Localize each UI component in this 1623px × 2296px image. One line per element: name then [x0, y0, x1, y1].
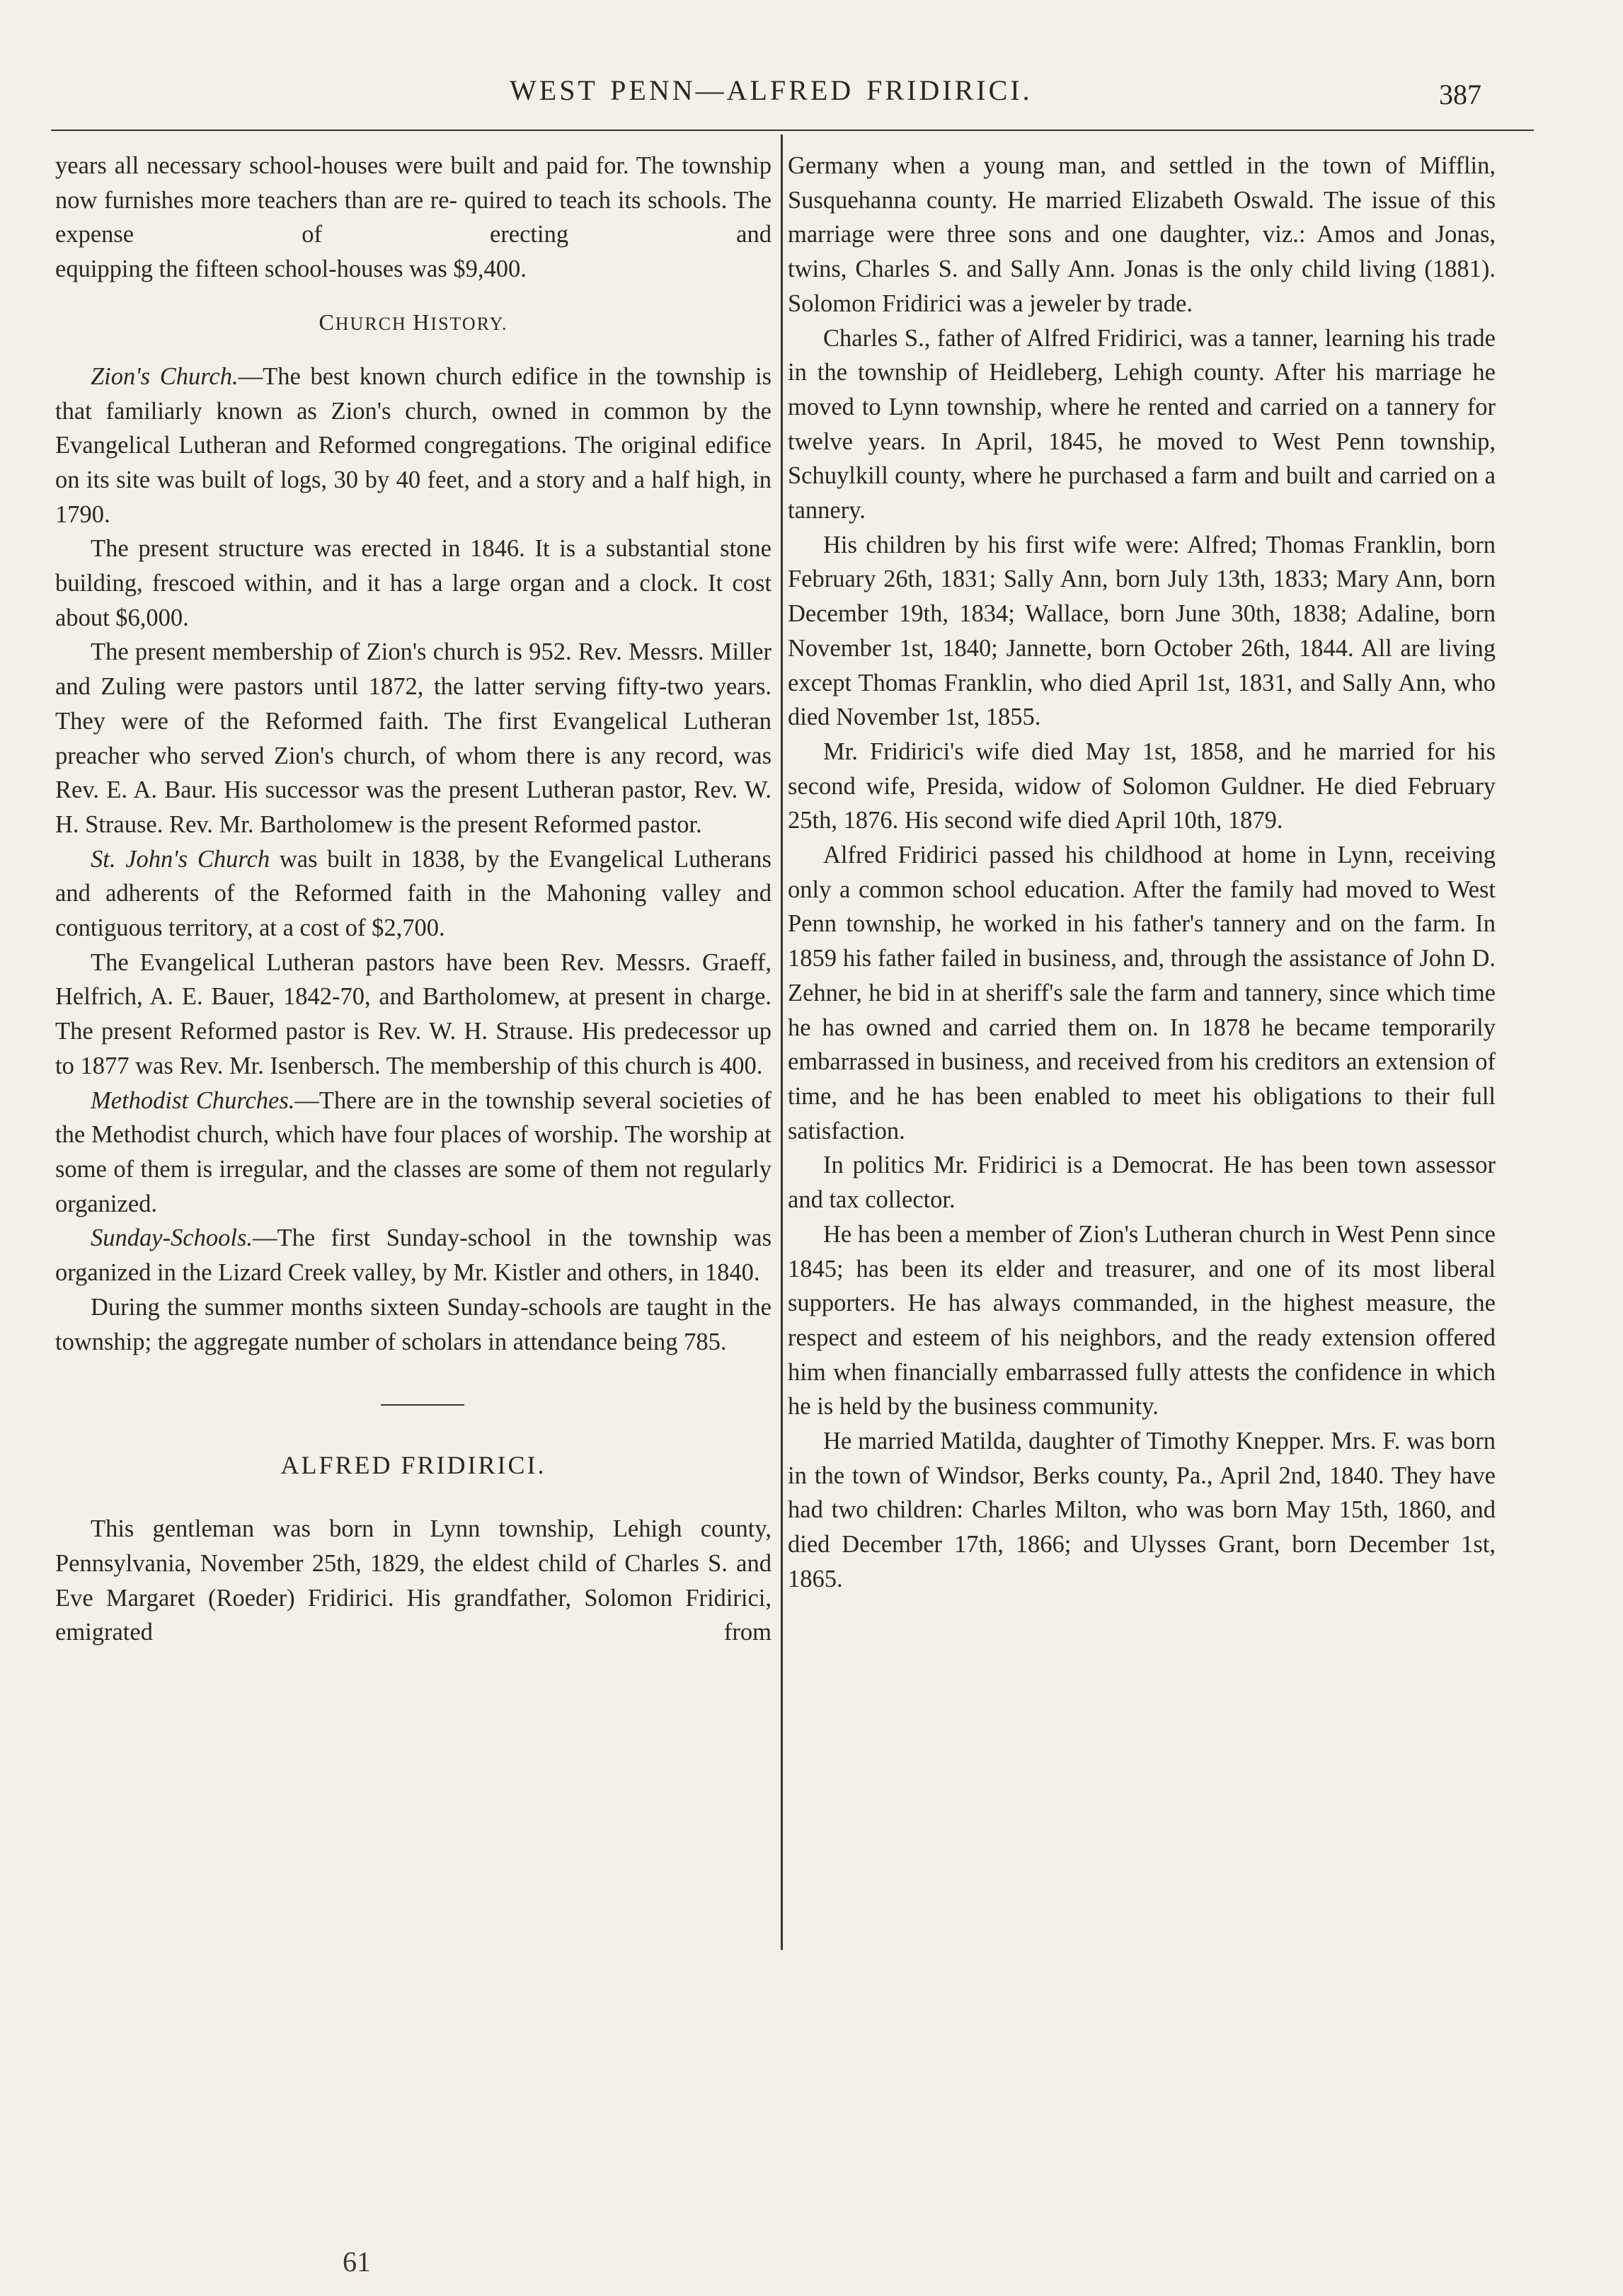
running-title: WEST PENN—ALFRED FRIDIRICI.	[510, 74, 1033, 106]
paragraph-children: His children by his first wife were: Alfred; Thomas Franklin, born February 26th, 1831; Sally Ann, born July 13th, 1833; Mary Ann, born December 19th, 1834; Wallace, born June 30th, 1838; Adaline, born November 1st, 1840; Jannette, born October 26th, 1844. All are living except Thomas Franklin, who died April 1st, 1831, and Sally Ann, who died November 1st, 1855.	[788, 531, 1496, 731]
running-head	[0, 74, 1623, 116]
st-johns-title: St. John's Church	[91, 845, 270, 873]
page-number: 387	[1439, 79, 1481, 110]
paragraph-school-houses: years all necessary school-houses were built and paid for. The township now furnishes more teachers than are re- quired to teach its schools. The expense of erecting and	[55, 152, 772, 248]
header-rule	[51, 130, 1534, 131]
signature-mark: 61	[343, 2246, 371, 2278]
paragraph-married: He married Matilda, daughter of Timothy Knepper. Mrs. F. was born in the town of Windsor, Berks county, Pa., April 2nd, 1840. They have had two children: Charles Milton, who was born May 15th, 1860, and died December 17th, 1866; and Ulysses Grant, born December 1st, 1865.	[788, 1428, 1496, 1592]
church-history-heading: CHURCH HISTORY.	[319, 309, 508, 335]
paragraph-membership: The present membership of Zion's church is 952. Rev. Messrs. Miller and Zuling were pastors until 1872, the latter serving fifty-two years. They were of the Reformed faith. The first Evangelical Lutheran preacher who served Zion's church, of whom there is any record, was Rev. E. A. Baur. His successor was the present Lutheran pastor, Rev. W. H. Strause. Rev. Mr. Bartholomew is the present Reformed pastor.	[55, 638, 772, 838]
right-column	[788, 149, 1496, 1597]
paragraph-childhood: Alfred Fridirici passed his childhood at home in Lynn, receiving only a common school education. After the family had moved to West Penn township, he worked in his father's tannery and on the farm. In 1859 his father failed in business, and, through the assistance of John D. Zehner, he bid in at sheriff's sale the farm and tannery, since which time he has owned and carried them on. In 1878 he became temporarily embarrassed in business, and received from his creditors an extension of time, and he has been enabled to meet his obligations to their full satisfaction.	[788, 842, 1496, 1144]
paragraph-summer: During the summer months sixteen Sunday-schools are taught in the township; the aggregate number of scholars in attendance being 785.	[55, 1293, 772, 1355]
paragraph-bio-intro: This gentleman was born in Lynn township, Lehigh county, Pennsylvania, November 25th, 1829, the eldest child of Charles S. and Eve Margaret (Roeder) Fridirici. His grandfather, Solomon Fridirici, emigrated from	[55, 1515, 772, 1646]
paragraph-zions-church: Zion's Church.—The best known church edifice in the township is that familiarly known as Zion's church, owned in common by the Evangelical Lutheran and Reformed congregations. The original edifice on its site was built of logs, 30 by 40 feet, and a story and a half high, in 1790.	[55, 362, 772, 528]
zions-church-title: Zion's Church.	[91, 362, 239, 390]
paragraph-sunday-schools: Sunday-Schools.—The first Sunday-school in the township was organized in the Lizard Creek valley, by Mr. Kistler and others, in 1840.	[55, 1224, 772, 1287]
paragraph-charles: Charles S., father of Alfred Fridirici, was a tanner, learning his trade in the township of Heidleberg, Lehigh county. After his marriage he moved to Lynn township, where he rented and carried on a tannery for twelve years. In April, 1845, he moved to West Penn township, Schuylkill county, where he purchased a farm and built and carried on a tannery.	[788, 324, 1496, 524]
paragraph-school-cost: equipping the fifteen school-houses was $9,400.	[55, 256, 527, 283]
paragraph-member: He has been a member of Zion's Lutheran church in West Penn since 1845; has been its elder and treasurer, and one of its most liberal supporters. He has always commanded, in the highest measure, the respect and esteem of his neighbors, and the ready extension offered him when financially embarrassed fully attests the confidence in which he is held by the business community.	[788, 1220, 1496, 1420]
sunday-schools-title: Sunday-Schools.	[91, 1224, 253, 1252]
left-column	[55, 149, 772, 1650]
biography-heading: ALFRED FRIDIRICI.	[280, 1451, 546, 1480]
column-rule	[781, 134, 783, 1950]
paragraph-politics: In politics Mr. Fridirici is a Democrat. He has been town assessor and tax collector.	[788, 1152, 1496, 1214]
methodist-title: Methodist Churches.	[91, 1086, 295, 1114]
paragraph-lutheran-pastors: The Evangelical Lutheran pastors have been Rev. Messrs. Graeff, Helfrich, A. E. Bauer, 1842-70, and Bartholomew, at present in charge. The present Reformed pastor is Rev. W. H. Strause. His predecessor up to 1877 was Rev. Mr. Isenbersch. The membership of this church is 400.	[55, 948, 772, 1079]
paragraph-wife: Mr. Fridirici's wife died May 1st, 1858, and he married for his second wife, Presida, widow of Solomon Guldner. He died February 25th, 1876. His second wife died April 10th, 1879.	[788, 737, 1496, 834]
paragraph-st-johns: St. John's Church was built in 1838, by the Evangelical Lutherans and adherents of the Reformed faith in the Mahoning valley and contiguous territory, at a cost of $2,700.	[55, 845, 772, 942]
separator-rule	[381, 1404, 464, 1406]
paragraph-present-structure: The present structure was erected in 1846. It is a substantial stone building, frescoed within, and it has a large organ and a clock. It cost about $6,000.	[55, 535, 772, 631]
paragraph-methodist: Methodist Churches.—There are in the township several societies of the Methodist church, which have four places of worship. The worship at some of them is irregular, and the classes are some of them not regularly organized.	[55, 1086, 772, 1217]
paragraph-grandfather: Germany when a young man, and settled in the town of Mifflin, Susquehanna county. He married Elizabeth Oswald. The issue of this marriage were three sons and one daughter, viz.: Amos and Jonas, twins, Charles S. and Sally Ann. Jonas is the only child living (1881). Solomon Fridirici was a jeweler by trade.	[788, 152, 1496, 317]
